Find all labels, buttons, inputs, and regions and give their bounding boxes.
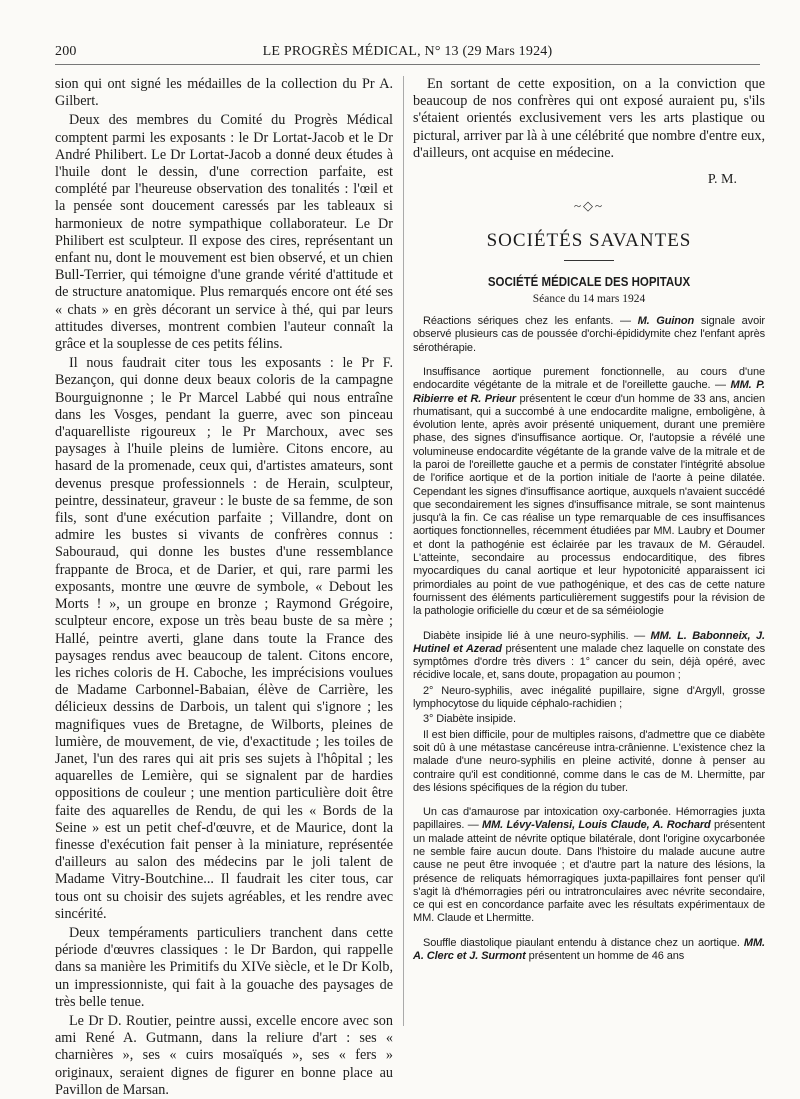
- report-text: [413, 315, 765, 355]
- report-text: [413, 366, 765, 619]
- report-body: présentent le cœur d'un homme de 33 ans, ancien rhumatisant, qui a succombé à une endocardite maligne, emboligène, à évolution lente, après avoir présenté uniquement, durant une première phase, des signes d'insuffisance aortique. Or, l'autopsie a révélé une volumineuse endocardite végétante de la grande valve de la mitrale et de la paroi de l'oreillette gauche et a permis de constater l'intégrité absolue de l'orifice aortique et de la portion initiale de l'aorte à peine dilatée. Cependant les signes d'insuffisance aortique, auxquels n'avaient succédé que secondairement les signes d'insuffisance mitrale, se sont maintenus jusqu'à la fin. Ce cas réalise un type remarquable de ces insuffisances aortiques fonctionnelles, récemment étudiées par MM. Laubry et Doumer et dont la pathogénie est éclairée par les travaux de M. Géraudel. L'atteinte, secondaire au processus endocarditique, des fibres myocardiques du canal aortique et leur hypotonicité apparaissent ici primordiales au point de vue pathogénique, et des cas de cette nature fournissent des éléments particulièrement suggestifs pour la révision de la pathologie orificielle du cœur et de sa séméiologie: [413, 392, 765, 618]
- report: [413, 315, 765, 355]
- report: [413, 366, 765, 619]
- column-divider: [403, 76, 404, 1026]
- report-text: [413, 937, 765, 964]
- title-rule: [564, 260, 614, 261]
- right-column: [413, 76, 765, 963]
- paragraph: sion qui ont signé les médailles de la collection du Pr A. Gilbert.: [55, 76, 393, 110]
- section-title: SOCIÉTÉS SAVANTES: [486, 230, 692, 252]
- report-text: [413, 630, 765, 683]
- report-body: présentent un homme de 46 ans: [525, 950, 685, 963]
- paragraph: Le Dr D. Routier, peintre aussi, excelle encore avec son ami René A. Gutmann, dans la reliure d'art : ses « charnières », ses « cuirs mosaïqués », ses « fers » originaux, seraient dignes de figurer en bonne place au Pavillon de Marsan.: [55, 1012, 393, 1098]
- report-title: Souffle diastolique piaulant entendu à distance chez un aortique.: [423, 936, 744, 949]
- report-authors: MM. A. Clerc et J. Surmont: [413, 936, 765, 963]
- report: [413, 937, 765, 964]
- page-header: [55, 44, 760, 64]
- report-body: signale avoir observé plusieurs cas de poussée d'orchi-épididymite chez l'enfant après sérothérapie.: [413, 315, 765, 354]
- closing-paragraph: En sortant de cette exposition, on a la conviction que beaucoup de nos confrères qui ont exposé auraient pu, s'ils s'étaient orientés exclusivement vers les arts plastique ou pictural, arriver par là à une célébrité que nombre d'entre eux, d'ailleurs, ont acquise en médecine.: [413, 76, 765, 161]
- left-column: [55, 76, 393, 1099]
- report: [413, 630, 765, 796]
- page-number: 200: [55, 44, 77, 59]
- society-title: SOCIÉTÉ MÉDICALE DES HOPITAUX: [487, 275, 691, 290]
- report-title: Réactions sériques chez les enfants. —: [423, 315, 638, 328]
- report-paragraph: 2° Neuro-syphilis, avec inégalité pupillaire, signe d'Argyll, grosse lymphocytose du liquide céphalo-rachidien ;: [413, 684, 765, 711]
- report-authors: MM. Lévy-Valensi, Louis Claude, A. Rochard: [482, 819, 711, 832]
- report-title: Diabète insipide lié à une neuro-syphilis. —: [423, 629, 651, 642]
- report-text: [413, 806, 765, 926]
- report-paragraph: 3° Diabète insipide.: [423, 713, 516, 726]
- meeting-date: Séance du 14 mars 1924: [532, 293, 646, 306]
- report-title: Insuffisance aortique purement fonctionnelle, au cours d'une endocardite végétante de la mitrale et de l'oreillette gauche. —: [413, 365, 765, 392]
- report-authors: MM. L. Babonneix, J. Hutinel et Azerad: [413, 629, 765, 655]
- running-head: LE PROGRÈS MÉDICAL, N° 13 (29 Mars 1924): [262, 44, 553, 59]
- report-title: Un cas d'amaurose par intoxication oxy-carbonée. Hémorragies juxta papillaires. —: [413, 806, 765, 832]
- report-paragraph: Il est bien difficile, pour de multiples raisons, d'admettre que ce diabète soit dû à une métastase cancéreuse intra-crânienne. L'existence chez la malade d'une neuro-syphilis en pleine activité, donne à penser au contraire qu'il est conditionné, comme dans le cas de M. Lhermitte, par des lésions spécifiques de la région du tuber.: [413, 728, 765, 794]
- signature: P. M.: [707, 172, 737, 188]
- report-authors: MM. P. Ribierre et R. Prieur: [413, 379, 765, 405]
- paragraph: Il nous faudrait citer tous les exposants : le Pr F. Bezançon, qui donne deux beaux coloris de la campagne Bourguignonne ; le Pr Marcel Labbé qui nous entraîne dans les Vosges, pendant la guerre, avec son pinceau d'aquarelliste rigoureux ; le Pr Marchoux, avec ses paysages à l'huile pleins de lumière. Citons encore, au hasard de la promenade, ceux qui, d'artistes amateurs, sont devenus presque professionnels : de Herain, sculpteur, peintre, dessinateur, graveur : le buste de sa femme, de son fils, sont d'une exécution parfaite ; Villandre, dont on admire les bustes si vivants de confrères connus : Sabouraud, qui donne les bustes d'une ressemblance frappante de Broca, et de Darier, et qui, rare parmi les exposants, montre une œuvre de symbole, « Debout les Morts ! », un groupe en bronze ; Raymond Grégoire, sculpteur encore, expose un très beau buste de sa mère ; Hallé, peintre averti, glane dans toute la France des paysages rendus avec beaucoup de talent. Citons encore, les riches coloris de H. Caboche, les imprécisions voulues de Madame Carbonnel-Babaian, élève de Carrière, les délicieux dessins de Darbois, un talent qui s'ignore ; les magnifiques vues de Bretagne, de Wilborts, pleines de lumière, de mouvement, de vie, d'exactitude ; les toiles de Janet, l'un des rares qui ait pris ses sujets à l'hôpital ; les aquarelles de Lemière, qui se signalent par de hardies oppositions de couleur ; une mention particulière doit être faite des aquarelles de Rendu, de qui les « Bords de la Seine » est un petit chef-d'œuvre, et de Maurice, dont la finesse d'exécution fait penser à la miniature, représentée d'ailleurs au salon des médecins par le joli talent de Madame Vitry-Boutchine... Il faudrait les citer tous, car tous ont su choisir des sujets agréables, et les rendre avec sincérité.: [55, 355, 393, 922]
- report-authors: M. Guinon: [637, 315, 695, 328]
- report-body: présentent un malade atteint de névrite optique bilatérale, dont l'origine oxycarbonée ne semble faire aucun doute. Dans l'histoire du malade aucune autre cause ne peut être invoquée ; et d'autre part la nature des lésions, la présence de reliquats hémorragiques juxta-papillaires font penser qu'il s'agit là d'hémorragies péri ou intratronculaires avec névrite secondaire, ce qui est en concordance parfaite avec les résultats expérimentaux de MM. Claude et Lhermitte.: [413, 819, 765, 925]
- report-body: présentent une malade chez laquelle on constate des symptômes d'ordre très divers : 1° cancer du sein, déjà opéré, avec récidive locale, et, sans doute, propagation au poumon ;: [413, 642, 765, 682]
- header-rule: [55, 64, 760, 65]
- report: [413, 806, 765, 926]
- ornament-divider: ~◇~: [573, 198, 605, 214]
- paragraph: Deux des membres du Comité du Progrès Médical comptent parmi les exposants : le Dr Lortat-Jacob et le Dr André Philibert. Le Dr Lortat-Jacob a donné deux études à l'huile dont le dessin, d'une correction parfaite, est complété par l'heureuse observation des tonalités : l'œil et la pensée sont doucement caressés par les tableaux si harmonieux de notre sympathique collaborateur. Le Dr Philibert est sculpteur. Il expose des cires, représentant un enfant nu, dont le mouvement est bien observé, et un chien Bull-Terrier, qui témoigne d'une grande vérité d'attitude et de structure anatomique. Plus remarqués encore ont été ses « chats » en grès décorant un service à thé, qui par leurs attitudes diverses, montrent combien l'auteur connaît la grâce et la souplesse de ces petits félins.: [55, 112, 393, 353]
- paragraph: Deux tempéraments particuliers tranchent dans cette période d'œuvres classiques : le Dr Bardon, qui rappelle dans sa manière les Primitifs du XIVe siècle, et le Dr Kolb, un impressionniste, qui fait à la gouache des paysages de très belle tenue.: [55, 924, 393, 1010]
